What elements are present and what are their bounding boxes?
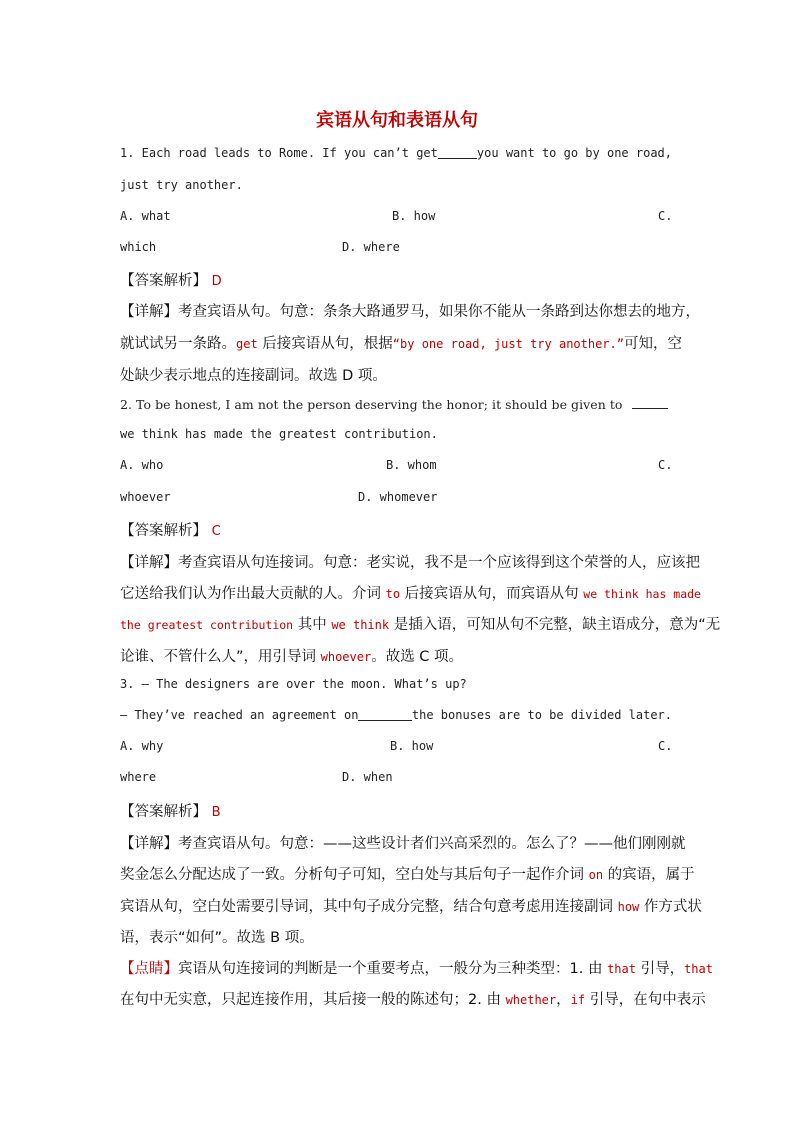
q3-stem-line2 (120, 708, 672, 722)
q1-option-c-label: C. (658, 209, 673, 223)
q2-detail-text2b: to (385, 587, 401, 601)
q1-detail-text2c: 后接宾语从句，根据 (257, 336, 393, 352)
q3-answer-value: B (211, 805, 221, 820)
q1-answer-label: 【答案解析】 (120, 273, 207, 289)
q2-detail-line1 (120, 551, 700, 572)
q2-detail-text2c: 后接宾语从句，而宾语从句 (400, 586, 584, 602)
q3-detail-label: 【详解】 (120, 836, 178, 852)
q2-detail-text1: 考查宾语从句连接词。句意：老实说，我不是一个应该得到这个荣誉的人，应该把 (178, 555, 700, 571)
q3-detail-text2a: 奖金怎么分配达成了一致。分析句子可知，空白处与其后句子一起作介词 (120, 867, 589, 883)
q2-detail-text4a: 论谁、不管什么人”，用引导词 (120, 649, 321, 665)
q1-stem-post: you want to go by one road, (476, 146, 672, 160)
q3-detail-line1 (120, 832, 686, 853)
q1-blank (438, 146, 477, 159)
q3-detail-text3c: 作方式状 (639, 899, 702, 915)
q3-detail-line3 (120, 895, 702, 916)
q1-detail-line3: 处缺少表示地点的连接副词。故选 D 项。 (120, 368, 387, 384)
q3-option-c-label: C. (658, 739, 673, 753)
q3-tip-text2b: whether (505, 993, 557, 1007)
q3-tip-label: 【点睛】 (120, 961, 178, 977)
q3-tip-text2d: if (570, 993, 586, 1007)
q2-option-a: A. who (120, 458, 164, 472)
q3-tip-text1d: that (684, 962, 713, 976)
q1-stem-pre: 1. Each road leads to Rome. If you can’t get (120, 146, 438, 160)
q3-tip-line1 (120, 957, 713, 978)
q3-tip-text1a: 宾语从句连接词的判断是一个重要考点，一般分为三种类型：1. 由 (178, 961, 608, 977)
q3-detail-line2 (120, 863, 695, 884)
page-title: 宾语从句和表语从句 (316, 110, 478, 131)
q3-option-d: D. when (342, 770, 393, 784)
q3-detail-text2c: 的宾语，属于 (603, 867, 695, 883)
q3-tip-text2a: 在句中无实意，只起连接作用，其后接一般的陈述句；2. 由 (120, 992, 506, 1008)
q2-blank (632, 396, 668, 409)
q3-detail-text3a: 宾语从句，空白处需要引导词，其中句子成分完整，结合句意考虑用连接副词 (120, 899, 618, 915)
q2-stem-line2: we think has made the greatest contribution. (120, 427, 438, 441)
q1-detail-text1: 考查宾语从句。句意：条条大路通罗马，如果你不能从一条路到达你想去的地方， (178, 304, 700, 320)
q2-detail-text2a: 它送给我们认为作出最大贡献的人。介词 (120, 586, 386, 602)
q1-answer (120, 269, 222, 290)
q2-detail-line4 (120, 645, 463, 666)
q1-stem-line1 (120, 146, 672, 160)
q2-option-c-label: C. (658, 458, 673, 472)
q1-detail-label: 【详解】 (120, 304, 178, 320)
q3-option-b: B. how (390, 739, 434, 753)
q3-tip-text1b: that (607, 962, 636, 976)
q1-detail-line1 (120, 300, 700, 321)
q1-detail-text2b: get (236, 337, 258, 351)
q2-stem-line1 (120, 396, 668, 412)
q3-detail-line4: 语，表示“如何”。故选 B 项。 (120, 930, 314, 946)
q3-blank (358, 708, 411, 721)
q1-detail-text2e: 可知，空 (623, 336, 682, 352)
q2-detail-line2 (120, 582, 701, 603)
q3-answer (120, 800, 221, 821)
q2-detail-text3c: we think (331, 618, 390, 632)
q2-option-b: B. whom (386, 458, 437, 472)
q3-detail-text1: 考查宾语从句。句意：——这些设计者们兴高采烈的。怎么了？——他们刚刚就 (178, 836, 686, 852)
q3-tip-text2c: ， (556, 992, 571, 1008)
q3-stem-post: the bonuses are to be divided later. (411, 708, 672, 722)
q1-detail-text2d: “by one road, just try another.” (392, 337, 624, 351)
q2-stem-text1: 2. To be honest, I am not the person deserving the honor; it should be given to (120, 397, 623, 412)
q3-tip-text1c: 引导， (635, 961, 685, 977)
q2-detail-text3a: the greatest contribution (120, 618, 294, 632)
q1-detail-line2 (120, 332, 682, 353)
q3-stem-pre: — They’ve reached an agreement on (120, 708, 359, 722)
q3-detail-text3b: how (617, 900, 640, 914)
q3-detail-text2b: on (588, 868, 604, 882)
q2-detail-text4b: whoever (320, 650, 372, 664)
q3-option-a: A. why (120, 739, 164, 753)
q2-detail-line3 (120, 613, 720, 634)
q3-tip-text2e: 引导，在句中表示 (585, 992, 706, 1008)
q2-detail-label: 【详解】 (120, 555, 178, 571)
q1-option-c: which (120, 240, 157, 254)
q2-answer-value: C (211, 524, 221, 539)
q2-option-c: whoever (120, 490, 171, 504)
q2-detail-text4c: 。故选 C 项。 (371, 649, 464, 665)
q3-stem-line1: 3. — The designers are over the moon. What’s up? (120, 677, 467, 691)
q2-answer-label: 【答案解析】 (120, 523, 207, 539)
q2-detail-text2d: we think has made (583, 587, 701, 601)
q3-option-c: where (120, 770, 157, 784)
q3-answer-label: 【答案解析】 (120, 804, 207, 820)
q2-answer (120, 519, 221, 540)
q2-detail-text3d: 是插入语，可知从句不完整，缺主语成分，意为“无 (389, 617, 721, 633)
q1-answer-value: D (211, 274, 222, 289)
q1-stem-line2: just try another. (120, 178, 243, 192)
q1-option-b: B. how (392, 209, 436, 223)
q1-detail-text2a: 就试试另一条路。 (120, 336, 236, 352)
q1-option-d: D. where (342, 240, 400, 254)
q2-option-d: D. whomever (358, 490, 438, 504)
q2-detail-text3b: 其中 (293, 617, 332, 633)
q3-tip-line2 (120, 988, 706, 1009)
q1-option-a: A. what (120, 209, 171, 223)
